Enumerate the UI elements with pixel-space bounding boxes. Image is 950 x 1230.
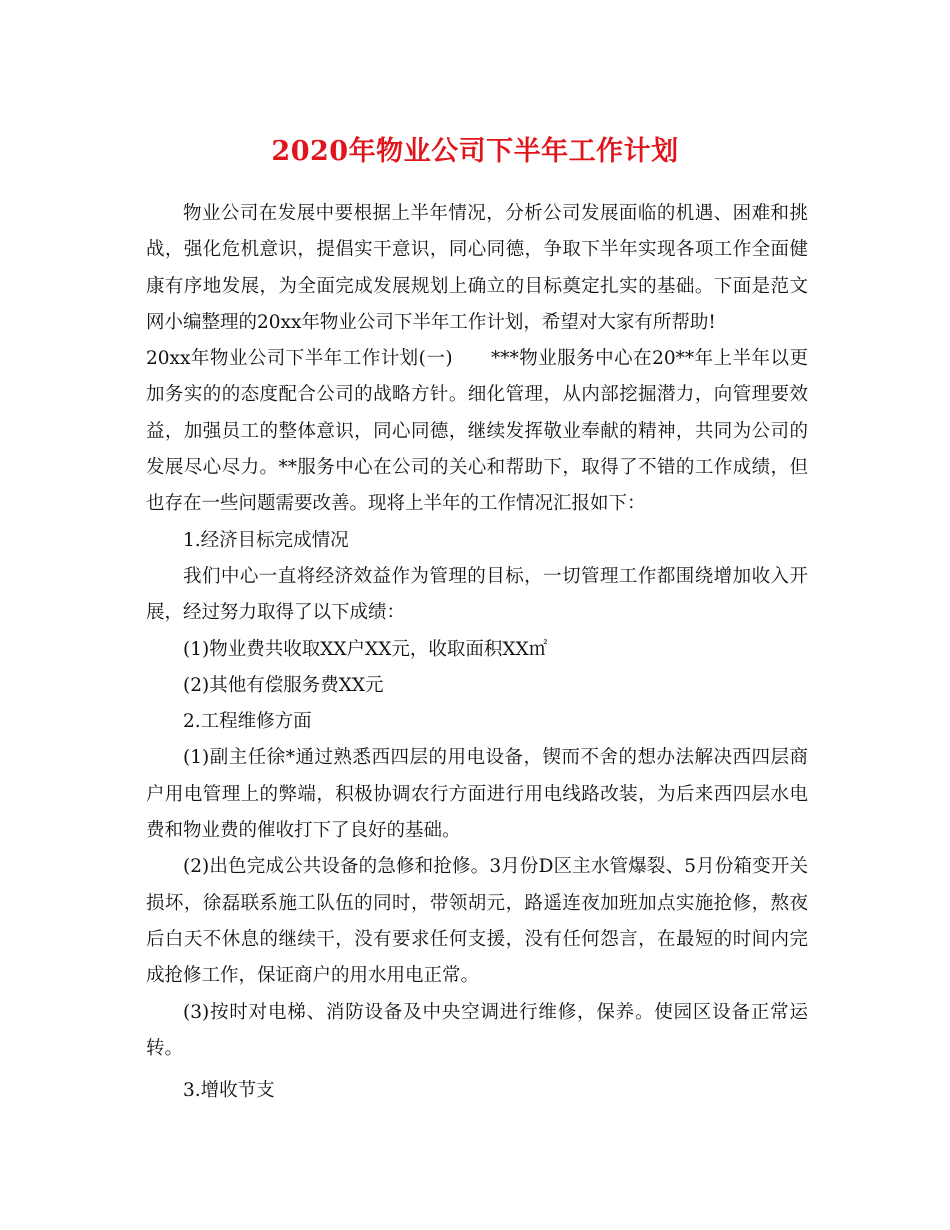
maintenance-item-3: (3)按时对电梯、消防设备及中央空调进行维修，保养。使园区设备正常运转。 (146, 1001, 808, 1059)
section-heading-savings: 3.增收节支 (183, 1080, 275, 1102)
section-heading-maintenance: 2.工程维修方面 (183, 711, 312, 733)
list-item-property-fee: (1)物业费共收取XX户XX元，收取面积XX㎡ (183, 638, 548, 660)
section-heading-economic: 1.经济目标完成情况 (183, 529, 349, 551)
maintenance-item-2: (2)出色完成公共设备的急修和抢修。3月份D区主水管爆裂、5月份箱变开关损坏，徐磊联系施工队伍的同时，带领胡元，路遥连夜加班加点实施抢修，熬夜后白天不休息的继续干，没有要求任何支援，没有任何怨言，在最短的时间内完成抢修工作，保证商户的用水用电正常。 (146, 856, 808, 987)
plan-paragraph: 20xx年物业公司下半年工作计划(一) ***物业服务中心在20**年上半年以更加务实的的态度配合公司的战略方针。细化管理，从内部挖掘潜力，向管理要效益，加强员工的整体意识，同心同德，继续发挥敬业奉献的精神，共同为公司的发展尽心尽力。**服务中心在公司的关心和帮助下，取得了不错的工作成绩，但也存在一些问题需要改善。现将上半年的工作情况汇报如下： (146, 348, 808, 515)
intro-paragraph: 物业公司在发展中要根据上半年情况，分析公司发展面临的机遇、困难和挑战，强化危机意识，提倡实干意识，同心同德，争取下半年实现各项工作全面健康有序地发展，为全面完成发展规划上确立的目标奠定扎实的基础。下面是范文网小编整理的20xx年物业公司下半年工作计划，希望对大家有所帮助! (146, 203, 808, 333)
maintenance-item-1: (1)副主任徐*通过熟悉西四层的用电设备，锲而不舍的想办法解决西四层商户用电管理上的弊端，积极协调农行方面进行用电线路改装，为后来西四层水电费和物业费的催收打下了良好的基础。 (146, 747, 808, 842)
list-item-service-fee: (2)其他有偿服务费XX元 (183, 674, 384, 696)
document-body (146, 196, 808, 1109)
document-title: 2020年物业公司下半年工作计划 (271, 136, 679, 167)
economic-paragraph: 我们中心一直将经济效益作为管理的目标，一切管理工作都围绕增加收入开展，经过努力取得了以下成绩： (146, 565, 808, 624)
